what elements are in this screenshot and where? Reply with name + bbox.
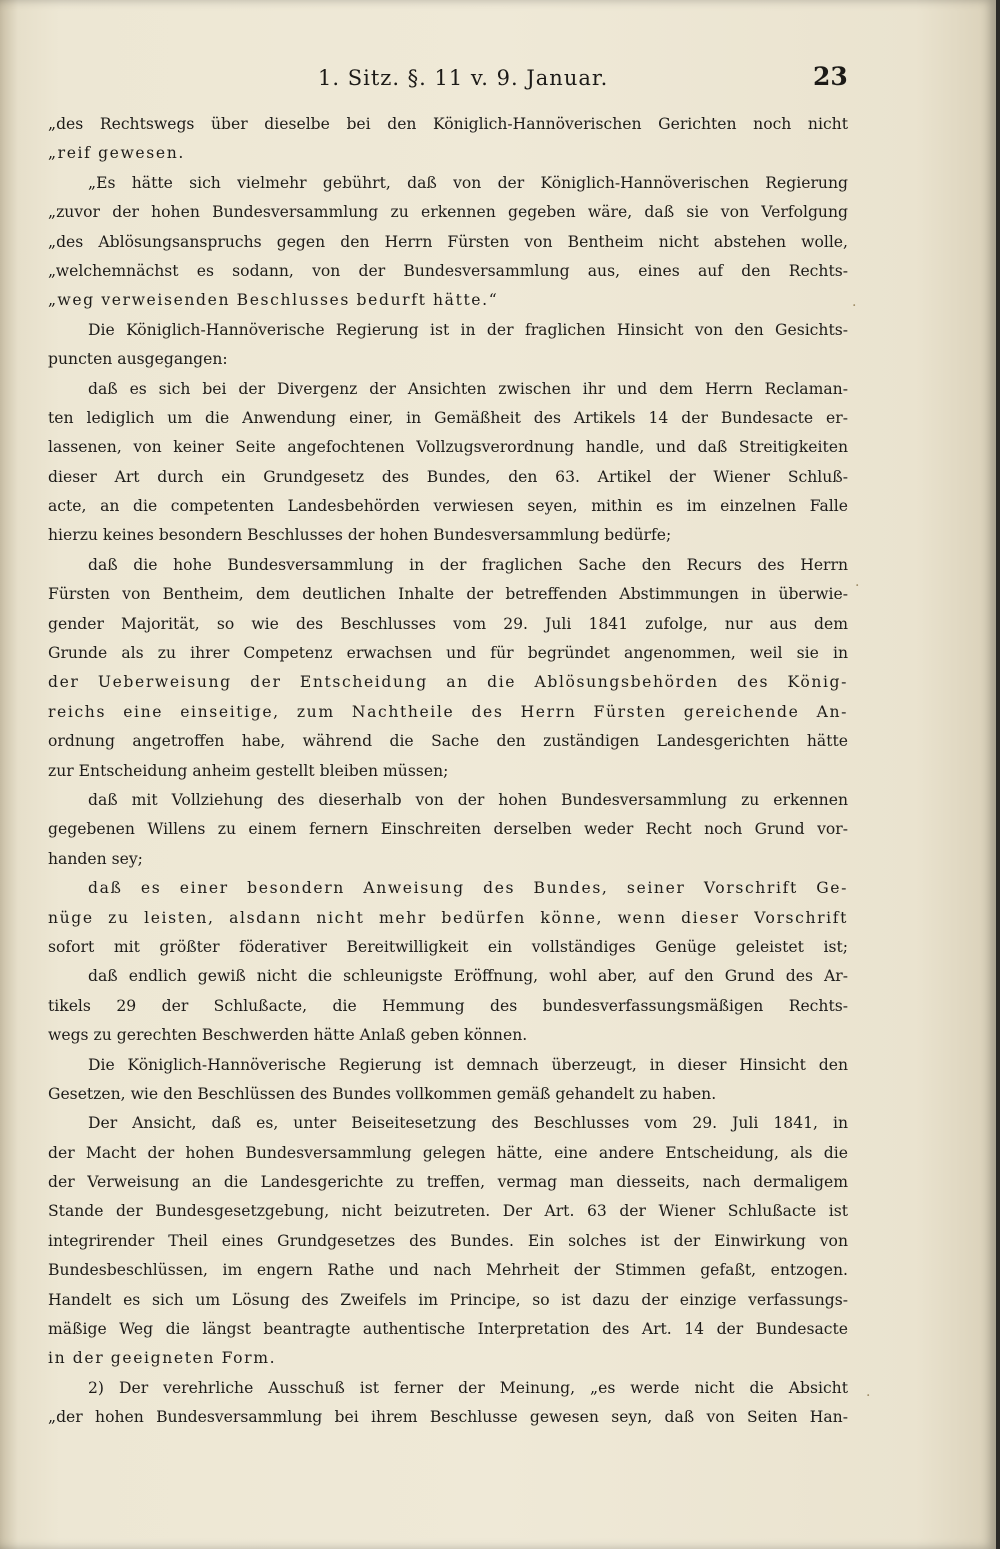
text-line: mäßige Weg die längst beantragte authentische Interpretation des Art. 14 der Bundesacte (48, 1320, 848, 1339)
text-line: daß die hohe Bundesversammlung in der fraglichen Sache den Recurs des Herrn (88, 555, 848, 574)
text-line: der Verweisung an die Landesgerichte zu treffen, vermag man diesseits, nach dermaligem (48, 1173, 848, 1192)
text-line: „zuvor der hohen Bundesversammlung zu erkennen gegeben wäre, daß sie von Verfolgung (48, 203, 848, 222)
text-line: in der geeigneten Form. (48, 1349, 277, 1368)
text-line: ordnung angetroffen habe, während die Sache den zuständigen Landesgerichten hätte (48, 732, 848, 751)
text-line: handen sey; (48, 849, 143, 868)
text-line: daß mit Vollziehung des dieserhalb von der hohen Bundesversammlung zu erkennen (88, 790, 848, 809)
text-line: Grunde als zu ihrer Competenz erwachsen und für begründet angenommen, weil sie in (48, 644, 848, 663)
text-line: „welchemnächst es sodann, von der Bundesversammlung aus, eines auf den Rechts- (48, 261, 848, 280)
text-line: ten lediglich um die Anwendung einer, in Gemäßheit des Artikels 14 der Bundesacte er- (48, 408, 848, 427)
text-line: lassenen, von keiner Seite angefochtenen Vollzugsverordnung handle, und daß Streitigkeiten (48, 438, 848, 457)
text-line: der Ueberweisung der Entscheidung an die Ablösungsbehörden des König- (48, 673, 848, 692)
margin-speck: · (852, 298, 857, 314)
text-line: Gesetzen, wie den Beschlüssen des Bundes vollkommen gemäß gehandelt zu haben. (48, 1084, 717, 1103)
text-line: Bundesbeschlüssen, im engern Rathe und nach Mehrheit der Stimmen gefaßt, entzogen. (48, 1261, 848, 1280)
text-line: daß endlich gewiß nicht die schleunigste Eröffnung, wohl aber, auf den Grund des Ar- (88, 967, 848, 986)
text-line: „des Rechtswegs über dieselbe bei den Königlich-Hannöverischen Gerichten noch nicht (48, 115, 848, 133)
text-line: der Macht der hohen Bundesversammlung gelegen hätte, eine andere Entscheidung, als die (48, 1143, 848, 1162)
text-line: Fürsten von Bentheim, dem deutlichen Inhalte der betreffenden Abstimmungen in überwie- (48, 585, 848, 604)
text-line: „reif gewesen. (48, 144, 185, 163)
page-number: 23 (813, 62, 848, 91)
text-line: Die Königlich-Hannöverische Regierung ist demnach überzeugt, in dieser Hinsicht den (88, 1055, 848, 1074)
text-line: „des Ablösungsanspruchs gegen den Herrn Fürsten von Bentheim nicht abstehen wolle, (48, 232, 848, 251)
text-line: dieser Art durch ein Grundgesetz des Bundes, den 63. Artikel der Wiener Schluß- (48, 467, 848, 486)
page-header (48, 60, 848, 100)
text-line: zur Entscheidung anheim gestellt bleiben müssen; (48, 761, 449, 780)
running-head: 1. Sitz. §. 11 v. 9. Januar. (318, 66, 609, 90)
text-line: acte, an die competenten Landesbehörden verwiesen seyen, mithin es im einzelnen Falle (48, 497, 848, 516)
text-line: nüge zu leisten, alsdann nicht mehr bedürfen könne, wenn dieser Vorschrift (48, 908, 848, 927)
margin-speck: · (866, 1388, 871, 1404)
text-line: wegs zu gerechten Beschwerden hätte Anlaß geben können. (48, 1026, 528, 1045)
text-line: Handelt es sich um Lösung des Zweifels im Principe, so ist dazu der einzige verfassungs- (48, 1290, 848, 1309)
text-line: „der hohen Bundesversammlung bei ihrem Beschlusse gewesen seyn, daß von Seiten Han- (48, 1408, 848, 1427)
text-line: „weg verweisenden Beschlusses bedurft hätte.“ (48, 291, 499, 310)
text-line: daß es einer besondern Anweisung des Bundes, seiner Vorschrift Ge- (88, 879, 848, 898)
text-line: Die Königlich-Hannöverische Regierung ist in der fraglichen Hinsicht von den Gesichts- (88, 320, 848, 339)
text-line: gender Majorität, so wie des Beschlusses vom 29. Juli 1841 zufolge, nur aus dem (48, 614, 848, 633)
margin-speck: · (855, 578, 860, 594)
text-line: hierzu keines besondern Beschlusses der hohen Bundesversammlung bedürfe; (48, 526, 672, 545)
text-line: reichs eine einseitige, zum Nachtheile des Herrn Fürsten gereichende An- (48, 702, 848, 721)
text-line: daß es sich bei der Divergenz der Ansichten zwischen ihr und dem Herrn Reclaman- (88, 379, 848, 398)
body-text (48, 110, 848, 1433)
text-line: sofort mit größter föderativer Bereitwilligkeit ein vollständiges Genüge geleistet ist; (48, 937, 848, 956)
text-line: 2) Der verehrliche Ausschuß ist ferner der Meinung, „es werde nicht die Absicht (88, 1378, 848, 1397)
text-line: integrirender Theil eines Grundgesetzes des Bundes. Ein solches ist der Einwirkung von (48, 1231, 848, 1250)
text-line: gegebenen Willens zu einem fernern Einschreiten derselben weder Recht noch Grund vor- (48, 820, 848, 839)
text-line: Der Ansicht, daß es, unter Beiseitesetzung des Beschlusses vom 29. Juli 1841, in (88, 1114, 848, 1133)
text-line: „Es hätte sich vielmehr gebührt, daß von der Königlich-Hannöverischen Regierung (88, 173, 848, 192)
text-line: puncten ausgegangen: (48, 350, 228, 369)
text-line: Stande der Bundesgesetzgebung, nicht beizutreten. Der Art. 63 der Wiener Schlußacte ist (48, 1202, 848, 1221)
text-line: tikels 29 der Schlußacte, die Hemmung des bundesverfassungsmäßigen Rechts- (48, 996, 848, 1015)
